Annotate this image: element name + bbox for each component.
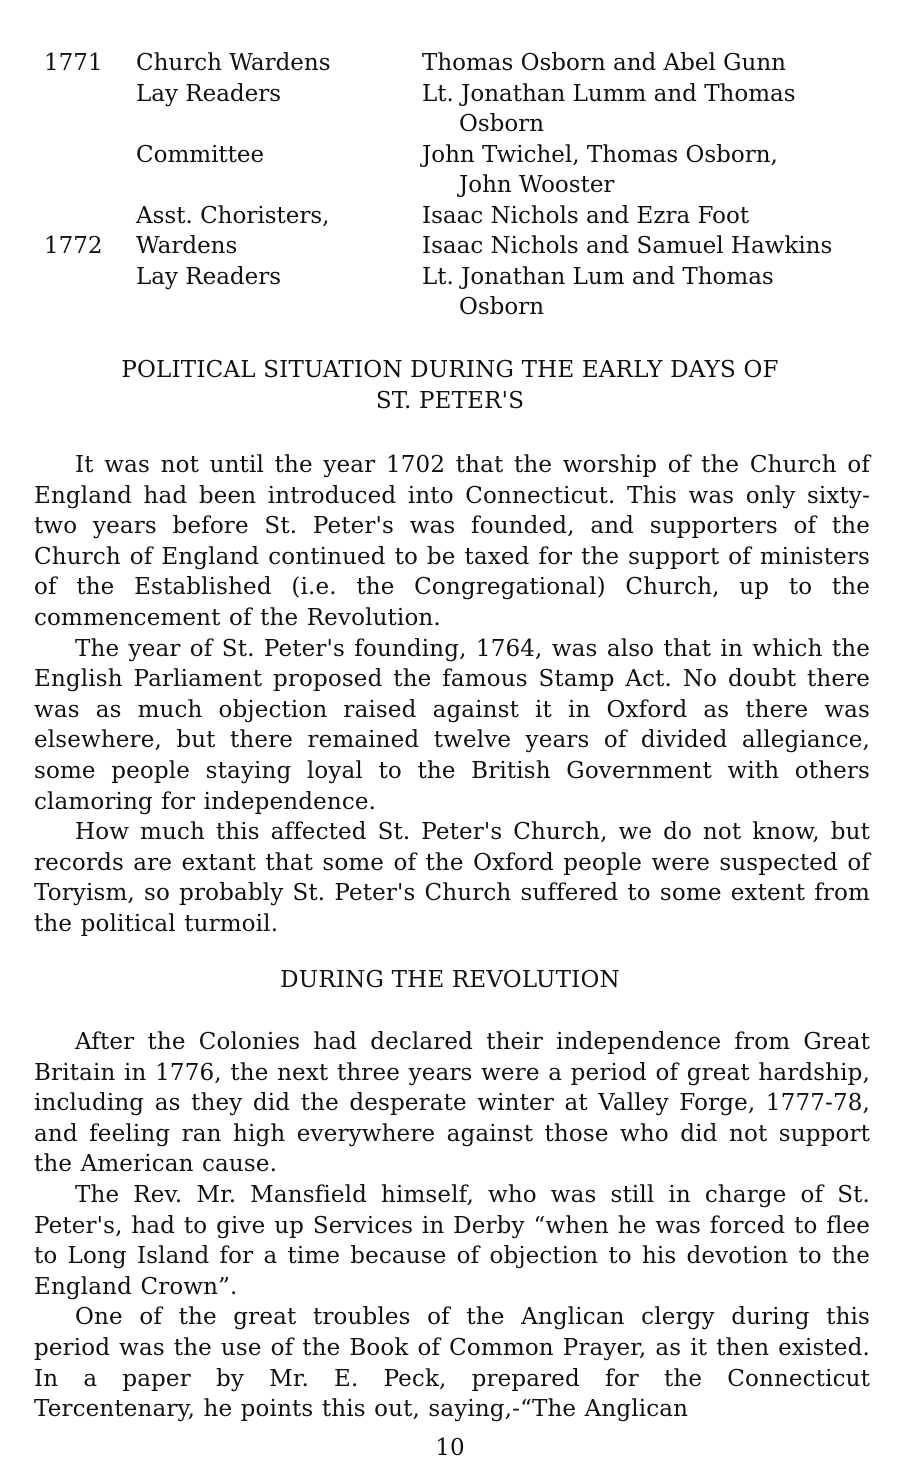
section-body-political-situation (34, 450, 870, 940)
paragraph: How much this affected St. Peter's Church, we do not know, but records are extant that some of the Oxford people were suspected of Toryism, so probably St. Peter's Church suffered to some extent from the political turmoil. (34, 819, 870, 937)
officers-list (0, 48, 900, 323)
officer-row (0, 262, 900, 323)
officer-office: Church Wardens (136, 50, 331, 76)
officer-names-line: Isaac Nichols and Ezra Foot (422, 202, 750, 229)
officer-year: 1772 (44, 233, 103, 259)
officer-row (0, 231, 900, 262)
officer-office: Asst. Choristers, (136, 202, 330, 229)
officer-names-line: Lt. Jonathan Lumm and Thomas (422, 80, 796, 107)
paragraph: After the Colonies had declared their independence from Great Britain in 1776, the next three years were a period of great hardship, including as they did the desperate winter at Valley Forge, 1777-78, and feeling ran high everywhere against those who did not support the American cause. (34, 1029, 870, 1178)
paragraph: One of the great troubles of the Anglican clergy during this period was the use of the Book of Common Prayer, as it then existed. In a paper by Mr. E. Peck, prepared for the Connecticut Tercentenary, he points this out, saying,-“The Anglican (34, 1304, 870, 1423)
paragraph: The year of St. Peter's founding, 1764, was also that in which the English Parliament proposed the famous Stamp Act. No doubt there was as much objection raised against it in Oxford as there was elsewhere, but there remained twelve years of divided allegiance, some people staying loyal to the British Government with others clamoring for independence. (34, 635, 870, 815)
paragraph: The Rev. Mr. Mansfield himself, who was still in charge of St. Peter's, had to give up Services in Derby “when he was forced to flee to Long Island for a time because of objection to his devotion to the England Crown”. (34, 1181, 870, 1300)
heading-line: POLITICAL SITUATION DURING THE EARLY DAYS OF (121, 357, 779, 383)
officer-names-continuation: Osborn (459, 111, 545, 137)
officer-names-line: Lt. Jonathan Lum and Thomas (422, 263, 774, 290)
officer-names (422, 140, 882, 201)
officer-names-line: Isaac Nichols and Samuel Hawkins (422, 233, 833, 259)
officer-office: Wardens (136, 233, 238, 259)
officer-names-line: Thomas Osborn and Abel Gunn (422, 50, 786, 76)
officer-row (0, 201, 900, 232)
officer-names (422, 79, 882, 140)
officer-office: Lay Readers (136, 80, 282, 107)
officer-row (0, 48, 900, 79)
paragraph: It was not until the year 1702 that the worship of the Church of England had been introduced into Connecticut. This was only sixty-two years before St. Peter's was founded, and supporters of the Church of England continued to be taxed for the support of ministers of the Established (i.e. the Congregational) Church, up to the commencement of the Revolution. (34, 452, 870, 631)
heading-line: ST. PETER'S (375, 387, 525, 414)
page-number: 10 (435, 1435, 465, 1461)
section-body-during-revolution (34, 1027, 870, 1425)
officer-office: Committee (136, 141, 265, 168)
officer-names (422, 48, 882, 79)
section-heading-political-situation (60, 355, 840, 416)
section-heading-during-revolution: DURING THE REVOLUTION (280, 967, 620, 993)
officer-office: Lay Readers (136, 263, 282, 290)
officer-names-continuation: Osborn (459, 294, 545, 320)
officer-year: 1771 (44, 50, 103, 76)
officer-names (422, 262, 882, 323)
officer-names-line: John Twichel, Thomas Osborn, (422, 141, 778, 168)
officer-names (422, 231, 882, 262)
officer-names (422, 201, 882, 232)
officer-names-continuation: John Wooster (459, 172, 615, 198)
officer-row (0, 79, 900, 140)
officer-row (0, 140, 900, 201)
